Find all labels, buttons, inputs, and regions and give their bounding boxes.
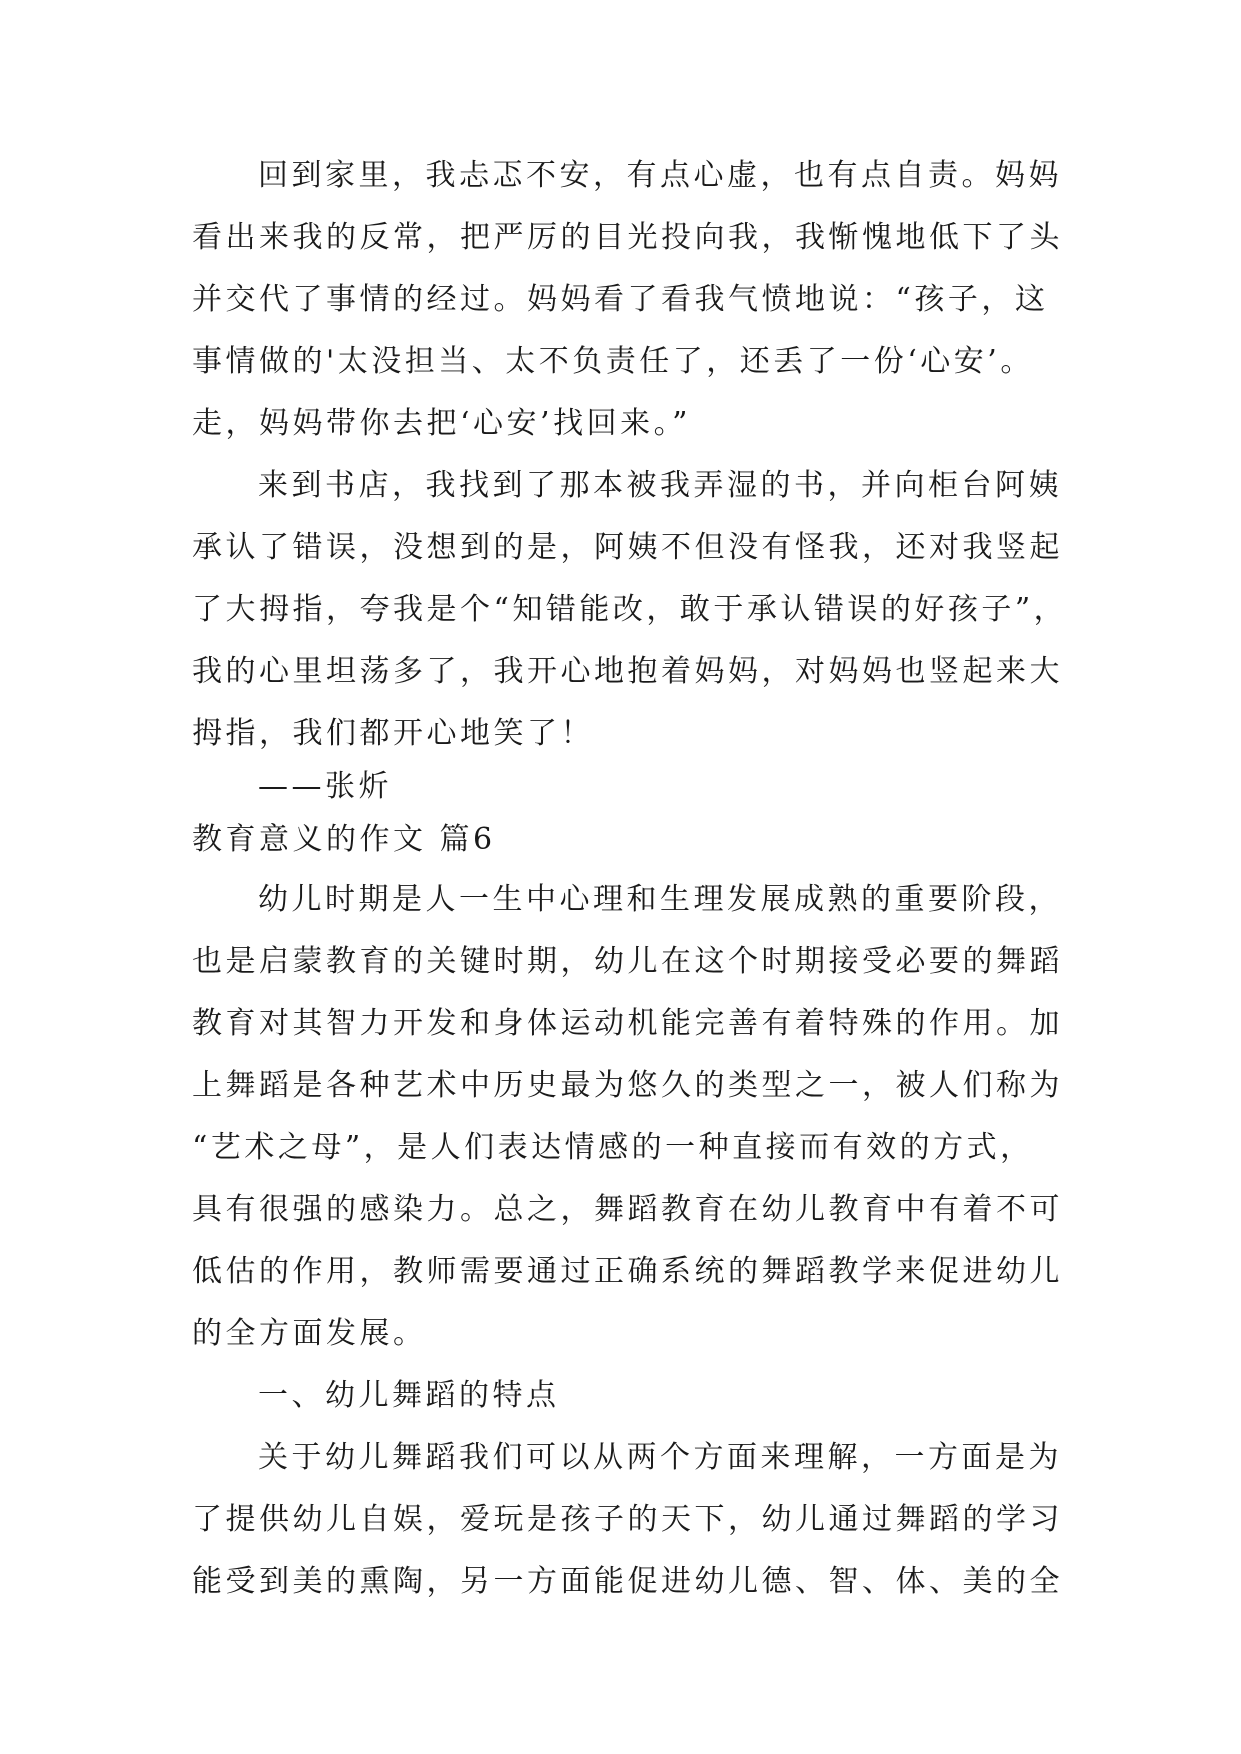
text-line: 教育对其智力开发和身体运动机能完善有着特殊的作用。加 (192, 1006, 1063, 1041)
text-line: 具有很强的感染力。总之，舞蹈教育在幼儿教育中有着不可 (192, 1192, 1063, 1227)
text-line: 了提供幼儿自娱，爱玩是孩子的天下，幼儿通过舞蹈的学习 (192, 1502, 1063, 1537)
text-line: 承认了错误，没想到的是，阿姨不但没有怪我，还对我竖起 (192, 530, 1063, 565)
text-line: 看出来我的反常，把严厉的目光投向我，我惭愧地低下了头 (192, 220, 1063, 255)
section-heading: 教育意义的作文 篇6 (192, 822, 496, 857)
text-line: 也是启蒙教育的关键时期，幼儿在这个时期接受必要的舞蹈 (192, 944, 1063, 979)
text-line: 来到书店，我找到了那本被我弄湿的书，并向柜台阿姨 (258, 468, 1062, 503)
text-line: 低估的作用，教师需要通过正确系统的舞蹈教学来促进幼儿 (192, 1254, 1063, 1289)
text-line: “艺术之母”，是人们表达情感的一种直接而有效的方式， (192, 1130, 1034, 1165)
text-line: 关于幼儿舞蹈我们可以从两个方面来理解，一方面是为 (258, 1440, 1062, 1475)
signature-line: ——张炘 (258, 769, 392, 804)
text-line: 事情做的'太没担当、太不负责任了，还丢了一份‘心安’。 (192, 344, 1034, 379)
text-line: 回到家里，我忐忑不安，有点心虚，也有点自责。妈妈 (258, 158, 1062, 193)
text-line: 上舞蹈是各种艺术中历史最为悠久的类型之一，被人们称为 (192, 1068, 1063, 1103)
text-line: 的全方面发展。 (192, 1316, 427, 1351)
text-line: 能受到美的熏陶，另一方面能促进幼儿德、智、体、美的全 (192, 1564, 1063, 1599)
text-line: 我的心里坦荡多了，我开心地抱着妈妈，对妈妈也竖起来大 (192, 654, 1063, 689)
text-line: 并交代了事情的经过。妈妈看了看我气愤地说：“孩子，这 (192, 282, 1049, 317)
text-line: 拇指，我们都开心地笑了！ (192, 716, 594, 751)
text-line: 幼儿时期是人一生中心理和生理发展成熟的重要阶段， (258, 882, 1062, 917)
subsection-heading: 一、幼儿舞蹈的特点 (258, 1378, 560, 1413)
text-line: 走，妈妈带你去把‘心安’找回来。” (192, 406, 691, 441)
text-line: 了大拇指，夸我是个“知错能改，敢于承认错误的好孩子”， (192, 592, 1068, 627)
